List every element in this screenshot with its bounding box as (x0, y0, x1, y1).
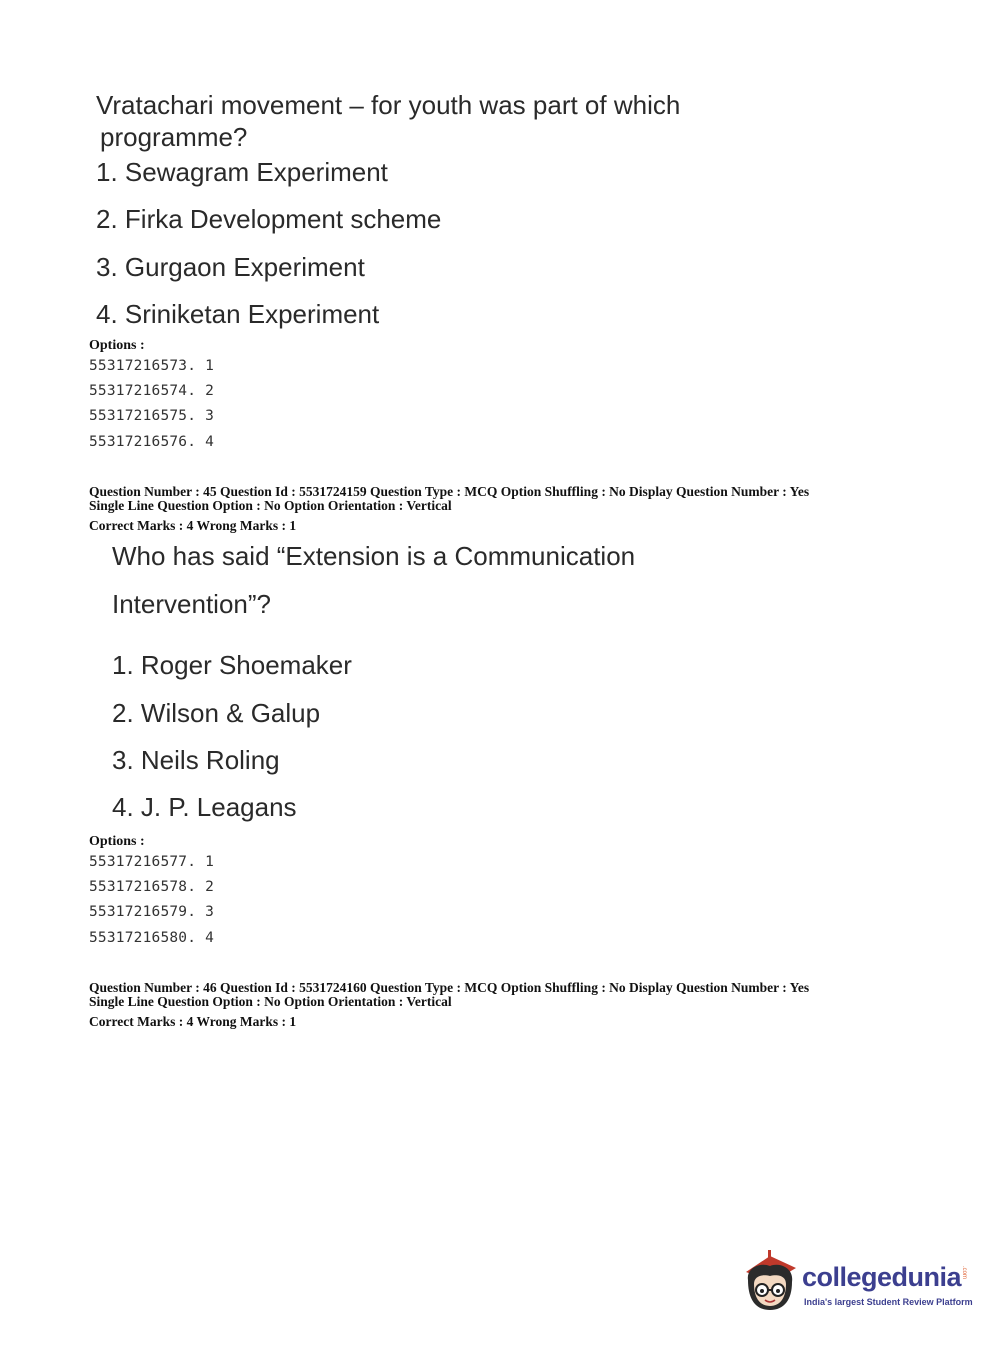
q45-choice-2: 2. Wilson & Galup (112, 698, 321, 728)
q44-choice-1: 1. Sewagram Experiment (96, 157, 388, 187)
q44-option-3: 55317216575. 3 (89, 408, 215, 424)
q45-option-2: 55317216578. 2 (89, 879, 215, 895)
q45-option-1: 55317216577. 1 (89, 854, 215, 870)
q45-choice-1: 1. Roger Shoemaker (112, 650, 352, 680)
q45-choice-4: 4. J. P. Leagans (112, 792, 297, 822)
q45-meta-line3: Correct Marks : 4 Wrong Marks : 1 (89, 518, 297, 533)
q46-meta-line3: Correct Marks : 4 Wrong Marks : 1 (89, 1014, 297, 1029)
q44-option-2: 55317216574. 2 (89, 383, 215, 399)
q45-option-4: 55317216580. 4 (89, 930, 215, 946)
mascot-icon (740, 1250, 802, 1316)
q46-meta-line2: Single Line Question Option : No Option Orientation : Vertical (89, 994, 452, 1009)
q46-meta-line1: Question Number : 46 Question Id : 5531724160 Question Type : MCQ Option Shuffling : No Display Question Number : Yes (89, 980, 810, 995)
q44-option-4: 55317216576. 4 (89, 434, 215, 450)
brand-name: collegedunia (802, 1262, 962, 1292)
q45-question-line1: Who has said “Extension is a Communication (112, 541, 636, 571)
q44-question-line2: programme? (100, 122, 248, 152)
q45-meta-line2: Single Line Question Option : No Option Orientation : Vertical (89, 498, 452, 513)
q45-option-3: 55317216579. 3 (89, 904, 215, 920)
collegedunia-logo (740, 1250, 972, 1320)
q44-question-line1: Vratachari movement – for youth was part of which (96, 90, 681, 120)
q45-meta-line1: Question Number : 45 Question Id : 5531724159 Question Type : MCQ Option Shuffling : No Display Question Number : Yes (89, 484, 810, 499)
q44-choice-2: 2. Firka Development scheme (96, 204, 442, 234)
q45-choice-3: 3. Neils Roling (112, 745, 280, 775)
q45-question-line2: Intervention”? (112, 589, 271, 619)
q44-options-label: Options : (89, 338, 145, 353)
q44-choice-4: 4. Sriniketan Experiment (96, 299, 380, 329)
q44-option-1: 55317216573. 1 (89, 358, 215, 374)
q45-options-label: Options : (89, 834, 145, 849)
q44-choice-3: 3. Gurgaon Experiment (96, 252, 365, 282)
brand-com: .com (961, 1266, 967, 1280)
brand-tagline: India's largest Student Review Platform (804, 1297, 973, 1307)
